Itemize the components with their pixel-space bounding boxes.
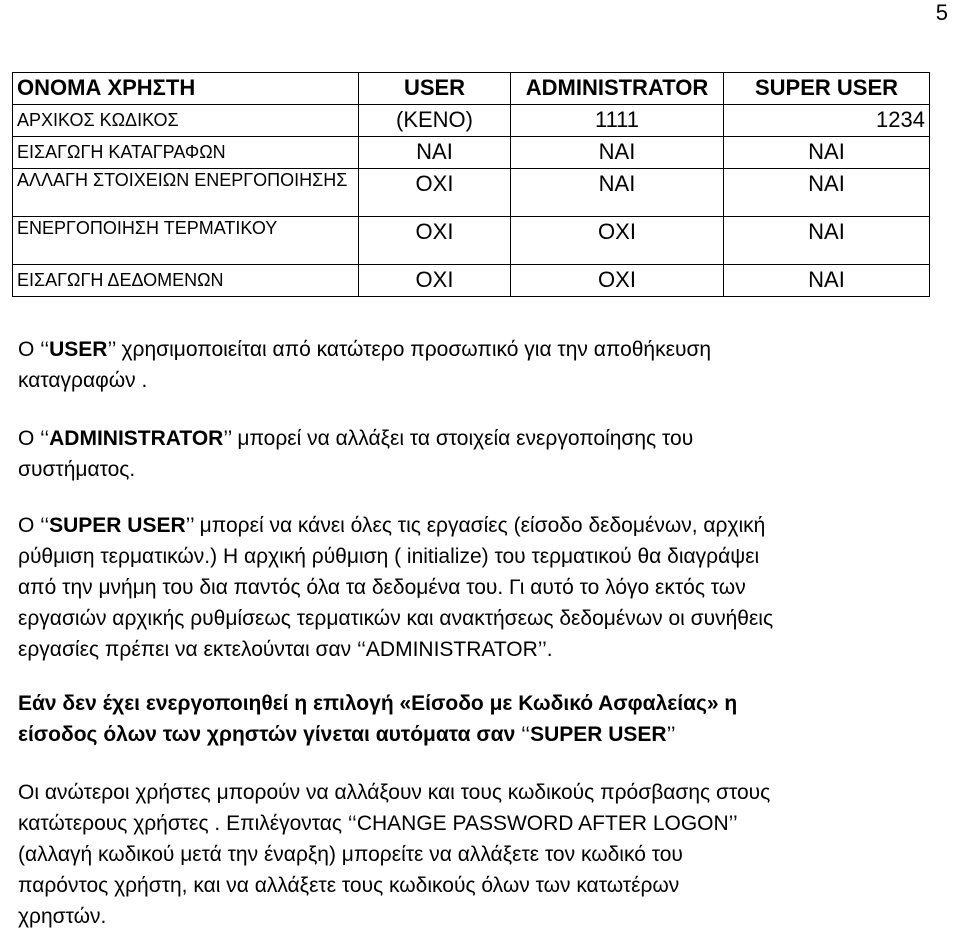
paragraph-administrator xyxy=(18,423,938,485)
paragraph-change-password xyxy=(18,777,938,932)
paragraph-user xyxy=(18,334,938,396)
table-cell: ΟΧΙ xyxy=(510,217,723,264)
text-span: Ο xyxy=(18,427,41,450)
text-span: Ο xyxy=(18,514,41,537)
user-permissions-table xyxy=(12,72,930,297)
text-span: ρύθμιση τερματικών.) Η αρχική ρύθμιση ( initialize) του τερματικού θα διαγράψει xyxy=(18,545,760,568)
table-row xyxy=(12,264,930,297)
text-span: από την μνήμη του δια παντός όλα τα δεδομένα του. Γι αυτό το λόγο εκτός των xyxy=(18,576,746,599)
table-row xyxy=(12,104,930,136)
quote-close: ’’ xyxy=(107,338,116,361)
table-cell: ΝΑΙ xyxy=(723,169,930,216)
page-number: 5 xyxy=(935,0,948,25)
table-header-row xyxy=(12,72,930,104)
text-span: (αλλαγή κωδικού μετά την έναρξη) μπορείτε να αλλάξετε τον κωδικό του xyxy=(18,843,683,866)
header-cell: ΟΝΟΜΑ ΧΡΗΣΤΗ xyxy=(12,73,358,104)
table-cell: ΟΧΙ xyxy=(358,169,510,216)
text-span: Οι ανώτεροι χρήστες μπορούν να αλλάξουν και τους κωδικούς πρόσβασης στους xyxy=(18,781,771,804)
text-span: μπορεί να κάνει όλες τις εργασίες (είσοδο δεδομένων, αρχική xyxy=(193,514,766,537)
table-row xyxy=(12,168,930,216)
table-cell: ΑΡΧΙΚΟΣ ΚΩΔΙΚΟΣ xyxy=(12,105,358,136)
term-super-user: SUPER USER xyxy=(530,723,667,746)
table-cell: ΝΑΙ xyxy=(510,169,723,216)
table-cell: ΟΧΙ xyxy=(510,265,723,296)
quote-open: ‘‘ xyxy=(40,427,50,450)
quote-close: ’’ xyxy=(666,723,676,746)
text-span: καταγραφών . xyxy=(18,369,148,392)
text-span: εργασίες πρέπει να εκτελούνται σαν ‘‘ADMINISTRATOR’’. xyxy=(18,638,553,661)
text-span: χρησιμοποιείται από κατώτερο προσωπικό για την αποθήκευση xyxy=(115,338,712,361)
paragraph-super-user xyxy=(18,510,938,665)
table-cell: (KENO) xyxy=(358,105,510,136)
text-span: Ο xyxy=(18,338,41,361)
quote-close: ’’ xyxy=(185,514,194,537)
quote-open: ‘‘ xyxy=(40,514,50,537)
table-cell: ΝΑΙ xyxy=(510,137,723,168)
quote-close: ’’ xyxy=(223,427,232,450)
header-cell: ADMINISTRATOR xyxy=(510,73,723,104)
table-cell: ΟΧΙ xyxy=(358,217,510,264)
table-row xyxy=(12,216,930,264)
text-span: εργασιών αρχικής ρυθμίσεως τερματικών και ανακτήσεως δεδομένων οι συνήθεις xyxy=(18,607,774,630)
text-span: μπορεί να αλλάξει τα στοιχεία ενεργοποίησης του xyxy=(231,427,694,450)
header-cell: SUPER USER xyxy=(723,73,930,104)
table-cell: 1234 xyxy=(723,105,930,136)
table-cell: ΑΛΛΑΓΗ ΣΤΟΙΧΕΙΩΝ ΕΝΕΡΓΟΠΟΙΗΣΗΣ xyxy=(12,169,358,216)
table-cell: ΕΙΣΑΓΩΓΗ ΔΕΔΟΜΕΝΩΝ xyxy=(12,265,358,296)
paragraph-auto-login xyxy=(18,688,938,750)
text-span: κατώτερους χρήστες . Επιλέγοντας ‘‘CHANGE PASSWORD AFTER LOGON’’ xyxy=(18,812,738,835)
header-cell: USER xyxy=(358,73,510,104)
quote-open: ‘‘ xyxy=(521,723,531,746)
text-span: χρηστών. xyxy=(18,905,107,928)
text-span: παρόντος χρήστη, και να αλλάξετε τους κωδικούς όλων των κατωτέρων xyxy=(18,874,680,897)
table-cell: ΟΧΙ xyxy=(358,265,510,296)
table-cell: ΕΝΕΡΓΟΠΟΙΗΣΗ ΤΕΡΜΑΤΙΚΟΥ xyxy=(12,217,358,264)
text-span: Εάν δεν έχει ενεργοποιηθεί η επιλογή «Είσοδο με Κωδικό Ασφαλείας» η xyxy=(18,692,738,715)
table-row xyxy=(12,136,930,168)
table-cell: ΕΙΣΑΓΩΓΗ ΚΑΤΑΓΡΑΦΩΝ xyxy=(12,137,358,168)
table-cell: 1111 xyxy=(510,105,723,136)
table-cell: ΝΑΙ xyxy=(723,217,930,264)
term-administrator: ADMINISTRATOR xyxy=(49,427,224,450)
term-super-user: SUPER USER xyxy=(49,514,186,537)
quote-open: ‘‘ xyxy=(40,338,50,361)
text-span: συστήματος. xyxy=(18,458,136,481)
term-user: USER xyxy=(49,338,108,361)
text-span: είσοδος όλων των χρηστών γίνεται αυτόματα σαν xyxy=(18,723,522,746)
table-cell: ΝΑΙ xyxy=(358,137,510,168)
table-cell: ΝΑΙ xyxy=(723,265,930,296)
table-cell: ΝΑΙ xyxy=(723,137,930,168)
